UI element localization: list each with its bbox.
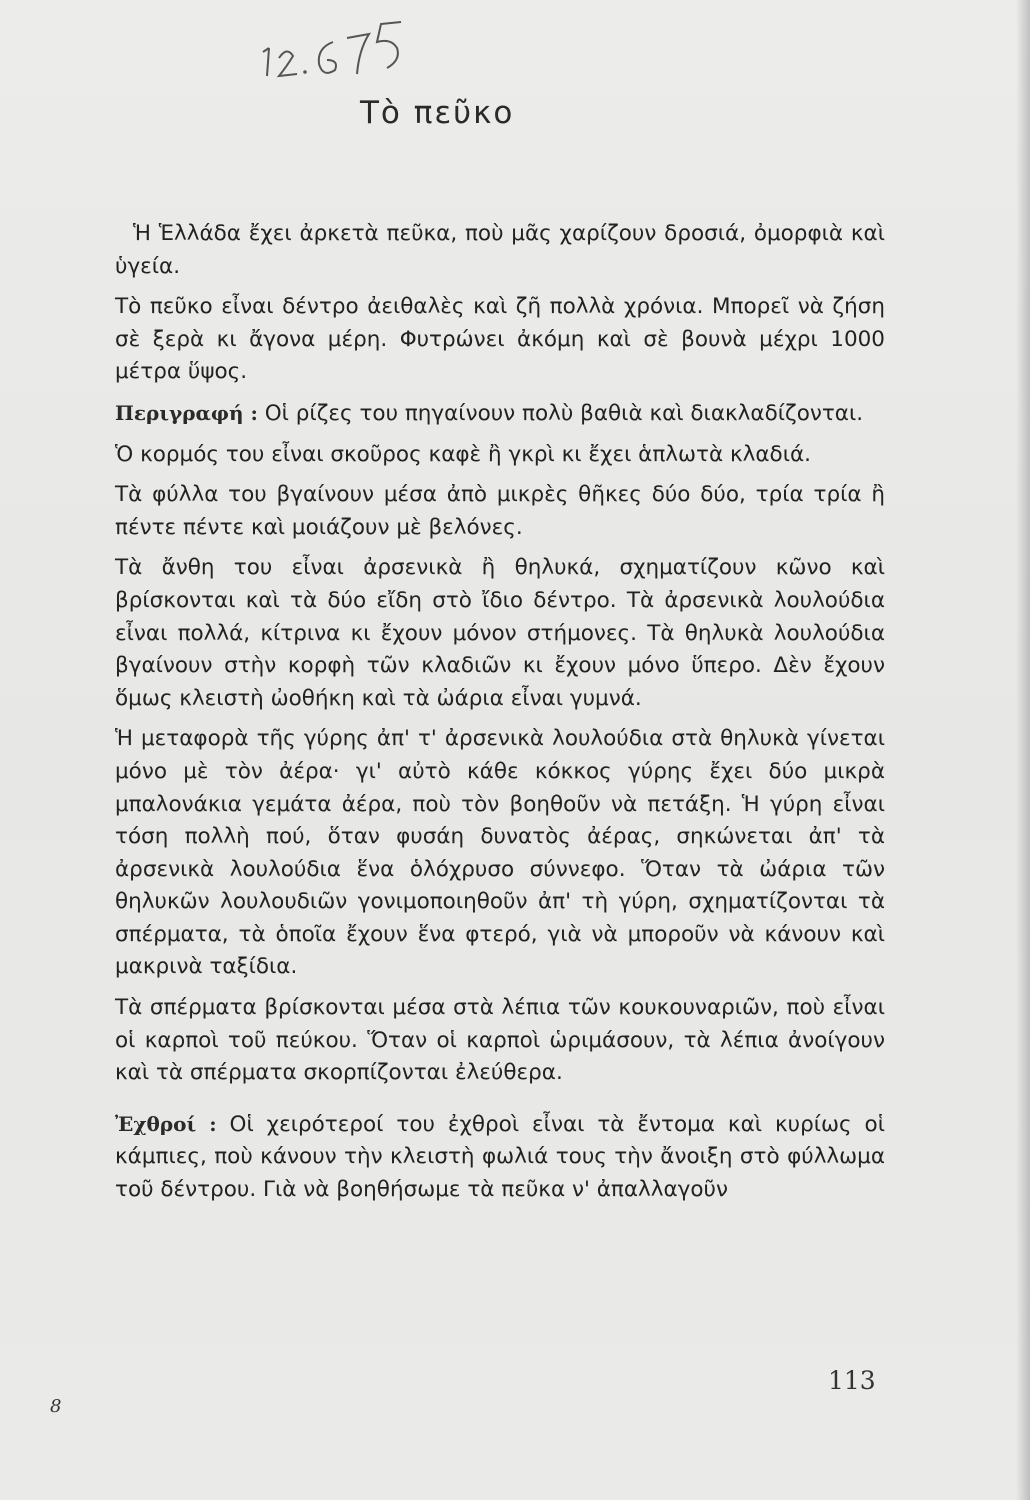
page-title: Τὸ πεῦκο [360,95,515,131]
paragraph-text: Τὰ ἄνθη του εἶναι ἀρσενικὰ ἢ θηλυκά, σχηματίζουν κῶνο καὶ βρίσκονται καὶ τὰ δύο εἴδη στὸ ἴδιο δέντρο. Τὰ ἀρσενικὰ λουλούδια εἶναι πολλά, κίτρινα κι ἔχουν μόνον στήμονες. Τὰ θηλυκὰ λουλούδια βγαίνουν στὴν κορφὴ τῶν κλαδιῶν κι ἔχουν μόνο ὕπερο. Δὲν ἔχουν ὅμως κλειστὴ ὠοθήκη καὶ τὰ ὠάρια εἶναι γυμνά. [115,555,885,711]
paragraph [115,218,885,283]
handwritten-note [255,12,425,92]
paragraph [115,397,885,431]
paragraph [115,291,885,389]
section-heading-description: Περιγραφή : [115,400,258,425]
paragraph [115,723,885,984]
page-edge-shadow [1016,0,1030,1500]
body-text [115,218,885,1215]
section-heading-enemies: Ἐχθροί : [115,1111,217,1136]
paragraph-text: Ὁ κορμός του εἶναι σκοῦρος καφὲ ἢ γκρὶ κι ἔχει ἁπλωτὰ κλαδιά. [115,441,811,467]
paragraph [115,552,885,715]
page-number: 113 [828,1366,876,1395]
signature-mark: 8 [50,1396,62,1417]
paragraph-text: Οἱ ρίζες του πηγαίνουν πολὺ βαθιὰ καὶ διακλαδίζονται. [257,400,864,426]
paragraph-text: Ἡ Ἑλλάδα ἔχει ἀρκετὰ πεῦκα, ποὺ μᾶς χαρίζουν δροσιά, ὀμορφιὰ καὶ ὑγεία. [115,221,885,279]
paragraph-text: Τὰ σπέρματα βρίσκονται μέσα στὰ λέπια τῶν κουκουναριῶν, ποὺ εἶναι οἱ καρποὶ τοῦ πεύκου. Ὅταν οἱ καρποὶ ὡριμάσουν, τὰ λέπια ἀνοίγουν καὶ τὰ σπέρματα σκορπίζονται ἐλεύθερα. [115,995,885,1086]
paragraph-text: Ἡ μεταφορὰ τῆς γύρης ἀπ' τ' ἀρσενικὰ λουλούδια στὰ θηλυκὰ γίνεται μόνο μὲ τὸν ἀέρα· γι' αὐτὸ κάθε κόκκος γύρης ἔχει δύο μικρὰ μπαλονάκια γεμάτα ἀέρα, ποὺ τὸν βοηθοῦν νὰ πετάξη. Ἡ γύρη εἶναι τόση πολλὴ πού, ὅταν φυσάη δυνατὸς ἀέρας, σηκώνεται ἀπ' τὰ ἀρσενικὰ λουλούδια ἕνα ὁλόχρυσο σύννεφο. Ὅταν τὰ ὠάρια τῶν θηλυκῶν λουλουδιῶν γονιμοποιηθοῦν ἀπ' τὴ γύρη, σχηματίζονται τὰ σπέρματα, τὰ ὁποῖα ἔχουν ἕνα φτερό, γιὰ νὰ μποροῦν νὰ κάνουν καὶ μακρινὰ ταξίδια. [115,726,885,980]
paragraph [115,479,885,544]
paragraph-text: Οἱ χειρότεροί του ἐχθροὶ εἶναι τὰ ἔντομα καὶ κυρίως οἱ κάμπιες, ποὺ κάνουν τὴν κλειστὴ φωλιά τους τὴν ἄνοιξη στὸ φύλλωμα τοῦ δέντρου. Γιὰ νὰ βοηθήσωμε τὰ πεῦκα ν' ἀπαλλαγοῦν [115,1111,885,1203]
paragraph-text: Τὸ πεῦκο εἶναι δέντρο ἀειθαλὲς καὶ ζῆ πολλὰ χρόνια. Μπορεῖ νὰ ζήση σὲ ξερὰ κι ἄγονα μέρη. Φυτρώνει ἀκόμη καὶ σὲ βουνὰ μέχρι 1000 μέτρα ὕψος. [115,294,885,385]
paragraph [115,992,885,1090]
paragraph-text: Τὰ φύλλα του βγαίνουν μέσα ἀπὸ μικρὲς θῆκες δύο δύο, τρία τρία ἢ πέντε πέντε καὶ μοιάζουν μὲ βελόνες. [115,482,885,540]
paragraph [115,439,885,472]
paragraph [115,1108,885,1207]
